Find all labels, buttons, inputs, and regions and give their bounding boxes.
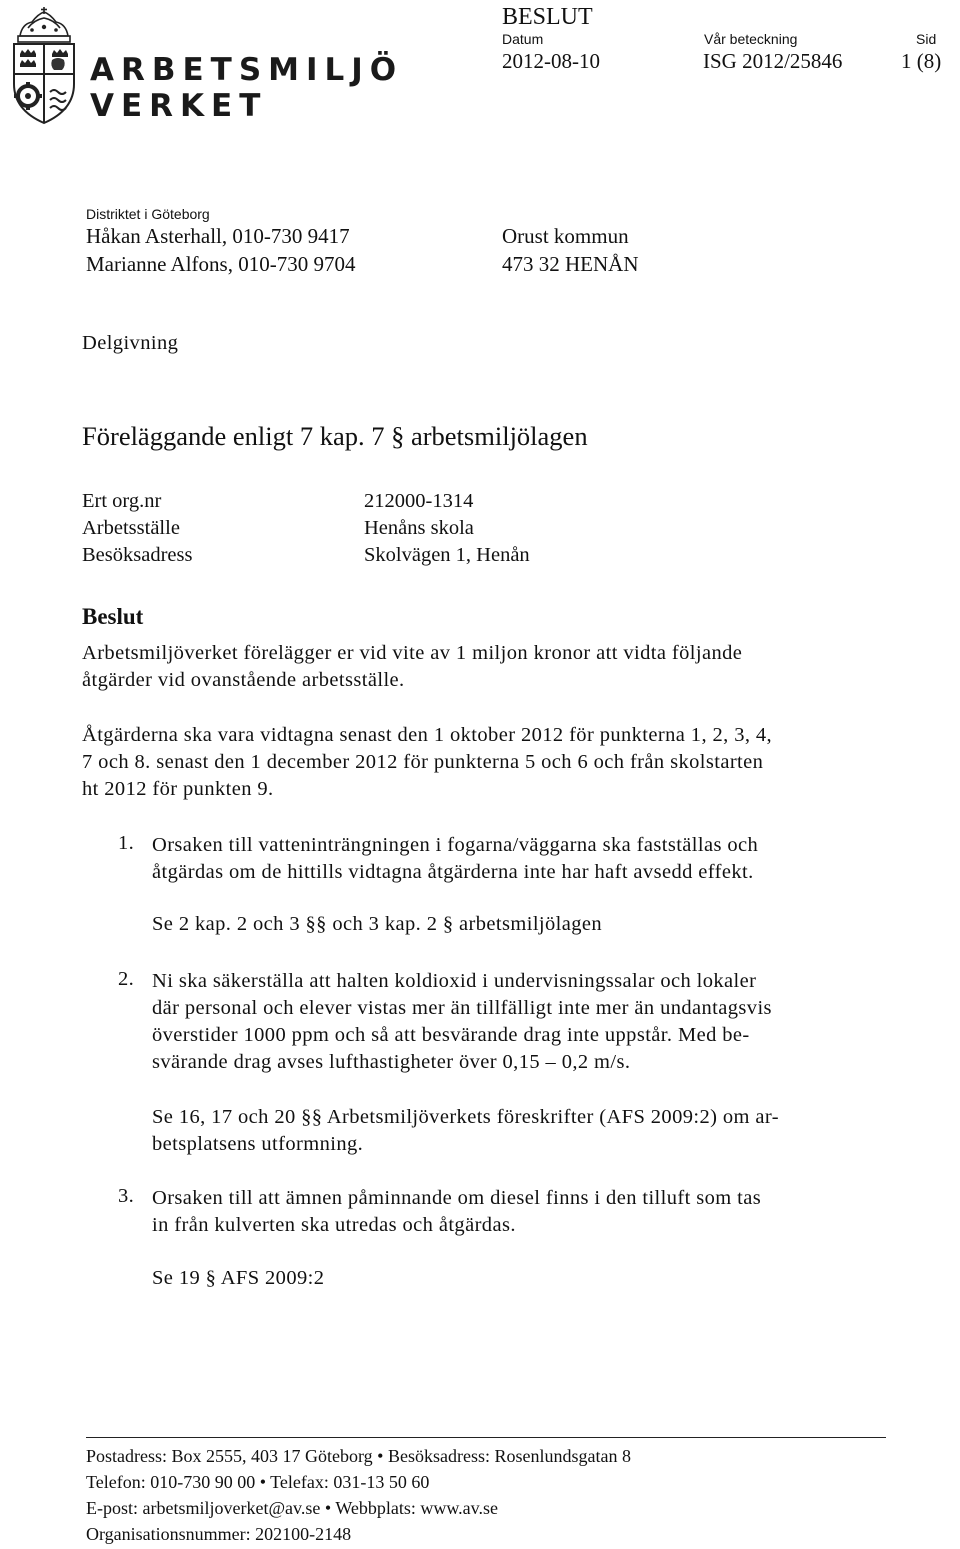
- page-title: Föreläggande enligt 7 kap. 7 § arbetsmiljölagen: [82, 421, 588, 451]
- decision-heading: Beslut: [82, 604, 144, 629]
- recipient-postal: 473 32 HENÅN: [502, 252, 639, 276]
- district-name: Distriktet i Göteborg: [86, 206, 210, 222]
- date-label: Datum: [502, 31, 544, 47]
- item-reference-line: betsplatsens utformning.: [152, 1133, 364, 1155]
- reference-label: Vår beteckning: [704, 31, 798, 47]
- footer-postal-address: Postadress: Box 2555, 403 17 Göteborg • Besöksadress: Rosenlundsgatan 8: [86, 1446, 631, 1466]
- item-text-line: Ni ska säkerställa att halten koldioxid i undervisningssalar och lokaler: [152, 970, 757, 992]
- workplace-value: Henåns skola: [364, 517, 474, 539]
- footer-phone: Telefon: 010-730 90 00 • Telefax: 031-13 50 60: [86, 1472, 430, 1492]
- crowned-shield-icon: [8, 6, 80, 126]
- item-reference: Se 2 kap. 2 och 3 §§ och 3 kap. 2 § arbetsmiljölagen: [152, 913, 603, 935]
- date-value: 2012-08-10: [502, 49, 600, 73]
- footer-divider: [86, 1437, 886, 1438]
- item-reference: Se 19 § AFS 2009:2: [152, 1267, 325, 1289]
- logo-wordmark-line1: ARBETSMILJÖ: [90, 52, 404, 88]
- workplace-label: Arbetsställe: [82, 517, 180, 539]
- page-label: Sid: [916, 31, 937, 47]
- orgnr-label: Ert org.nr: [82, 490, 162, 512]
- list-item: [152, 832, 758, 886]
- address-value: Skolvägen 1, Henån: [364, 544, 530, 566]
- reference-value: ISG 2012/25846: [703, 49, 843, 73]
- decision-intro-line: Arbetsmiljöverket förelägger er vid vite av 1 miljon kronor att vidta följande: [82, 642, 743, 664]
- address-label: Besöksadress: [82, 544, 193, 566]
- deadline-line: Åtgärderna ska vara vidtagna senast den 1 oktober 2012 för punkterna 1, 2, 3, 4,: [82, 724, 773, 746]
- logo-wordmark-line2: VERKET: [90, 88, 268, 124]
- list-item: [152, 968, 772, 1076]
- delivery-method: Delgivning: [82, 332, 179, 354]
- footer-org-number: Organisationsnummer: 202100-2148: [86, 1524, 352, 1544]
- item-number: 2.: [118, 968, 135, 990]
- decision-intro-line: åtgärder vid ovanstående arbetsställe.: [82, 669, 405, 691]
- decision-intro: [82, 640, 742, 694]
- item-text-line: in från kulverten ska utredas och åtgärdas.: [152, 1214, 516, 1236]
- coat-of-arms-logo: [8, 6, 80, 126]
- deadline-line: 7 och 8. senast den 1 december 2012 för punkterna 5 och 6 och från skolstarten: [82, 751, 764, 773]
- recipient-name: Orust kommun: [502, 224, 629, 248]
- item-reference: [152, 1104, 779, 1158]
- item-text-line: Orsaken till vatteninträngningen i fogarna/väggarna ska fastställas och: [152, 834, 759, 856]
- deadline-line: ht 2012 för punkten 9.: [82, 778, 274, 800]
- sender-contact-1: Håkan Asterhall, 010-730 9417: [86, 224, 350, 248]
- decision-deadline: [82, 722, 772, 803]
- item-number: 3.: [118, 1185, 135, 1207]
- sender-contact-2: Marianne Alfons, 010-730 9704: [86, 252, 356, 276]
- document-type: BESLUT: [502, 4, 593, 30]
- footer-email-web: E-post: arbetsmiljoverket@av.se • Webbplats: www.av.se: [86, 1498, 498, 1518]
- item-number: 1.: [118, 832, 135, 854]
- item-text-line: överstider 1000 ppm och så att besvärande drag inte uppstår. Med be-: [152, 1024, 750, 1046]
- item-reference-line: Se 16, 17 och 20 §§ Arbetsmiljöverkets föreskrifter (AFS 2009:2) om ar-: [152, 1106, 779, 1128]
- item-text-line: Orsaken till att ämnen påminnande om diesel finns i den tilluft som tas: [152, 1187, 762, 1209]
- orgnr-value: 212000-1314: [364, 490, 474, 512]
- page-value: 1 (8): [901, 49, 942, 73]
- list-item: [152, 1185, 761, 1239]
- item-text-line: åtgärdas om de hittills vidtagna åtgärderna inte har haft avsedd effekt.: [152, 861, 754, 883]
- item-text-line: där personal och elever vistas mer än tillfälligt inte mer än undantagsvis: [152, 997, 772, 1019]
- item-text-line: svärande drag avses lufthastigheter över 0,15 – 0,2 m/s.: [152, 1051, 631, 1073]
